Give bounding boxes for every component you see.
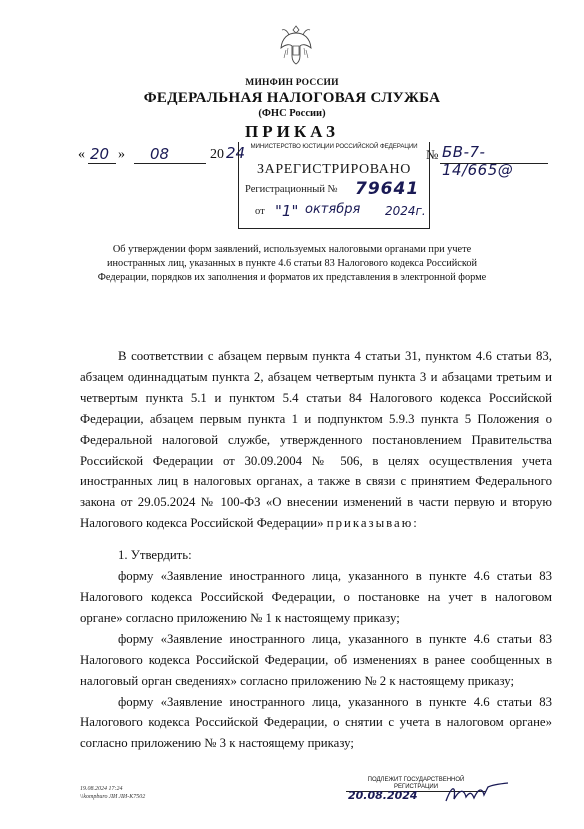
stamp-registered: ЗАРЕГИСТРИРОВАНО [257,162,411,177]
stamp-reg-day: "1" [275,202,299,220]
footer-meta [80,785,145,801]
footer-path: \\kompburo ЛИ ЛИ-К7502 [80,794,146,800]
signature-scribble [442,781,512,807]
form-item-2: форму «Заявление иностранного лица, указанного в пункте 4.6 статьи 83 Налогового кодекса Российской Федерации, об изменениях в ранее сообщенных в налоговый орган сведениях» согласно приложению № 2 к настоящему приказу; [80,631,552,688]
number-sign: № [426,147,439,162]
coat-of-arms-emblem [278,24,314,66]
order-day: 20 [90,145,110,163]
order-month: 08 [150,145,170,163]
item-1: 1. Утвердить: [118,548,192,563]
registration-stamp [238,142,430,229]
stamp-reg-month: октября [305,202,361,217]
control-label: ПОДЛЕЖИТ ГОСУДАРСТВЕННОЙ РЕГИСТРАЦИИ [346,777,486,792]
form-item-1: форму «Заявление иностранного лица, указанного в пункте 4.6 статьи 83 Налогового кодекса Российской Федерации, о постановке на учет в налоговом органе» согласно приложению № 1 к настоящему приказу; [80,569,552,625]
stamp-reg-number-label: Регистрационный № [245,184,338,195]
open-quote: « [78,147,85,162]
order-word: приказываю: [326,516,419,531]
preamble-paragraph [80,346,552,534]
control-signature-block [346,777,516,807]
stamp-reg-year: 2024г. [385,204,426,218]
preamble-text: В соответствии с абзацем первым пункта 4 статьи 31, пунктом 4.6 статьи 83, абзацем одиннадцатым пункта 2, абзацем четвертым пункта 3 и абзацами третьим и четвертым пункта 5.1 и пунктом 5.4 статьи 84 Налогового кодекса Российской Федерации, абзацем первым пункта 1 и подпунктом 5.9.3 пункта 5 Положения о Федеральной налоговой службе, утвержденного постановлением Правительства Российской Федерации от 30.09.2004 № 506, в целях осуществления учета иностранных лиц в налоговых органах, а также в связи с принятием Федерального закона от 29.05.2024 № 100-ФЗ «О внесении изменений в части первую и вторую Налогового кодекса Российской Федерации» [80,349,552,531]
document-body [80,346,552,754]
ministry-name: МИНФИН РОССИИ [245,78,339,88]
stamp-organization: МИНИСТЕРСТВО ЮСТИЦИИ РОССИЙСКОЙ ФЕДЕРАЦИИ [250,143,418,150]
service-short-name: (ФНС России) [258,108,326,119]
stamp-reg-number: 79641 [355,179,420,199]
form-item-3: форму «Заявление иностранного лица, указанного в пункте 4.6 статьи 83 Налогового кодекса Российской Федерации, о снятии с учета в налоговом органе» согласно приложению № 3 к настоящему приказу; [80,694,552,751]
document-title: Об утверждении форм заявлений, используемых налоговыми органами при учете иностранных лиц, указанных в пункте 4.6 статьи 83 Налогового кодекса Российской Федерации, порядков их заполнения и форматов их представления в электронной форме [97,244,487,283]
document-type: ПРИКАЗ [245,122,339,141]
order-year-prefix: 20 [210,147,224,162]
order-year-suffix: 24 [226,144,246,162]
footer-timestamp: 19.08.2024 17:24 [80,786,123,792]
stamp-from-label: от [255,206,265,217]
control-date: 20.08.2024 [348,789,418,802]
close-quote: » [118,147,125,162]
order-number: БВ-7-14/665@ [442,143,514,179]
service-name: ФЕДЕРАЛЬНАЯ НАЛОГОВАЯ СЛУЖБА [143,90,441,106]
